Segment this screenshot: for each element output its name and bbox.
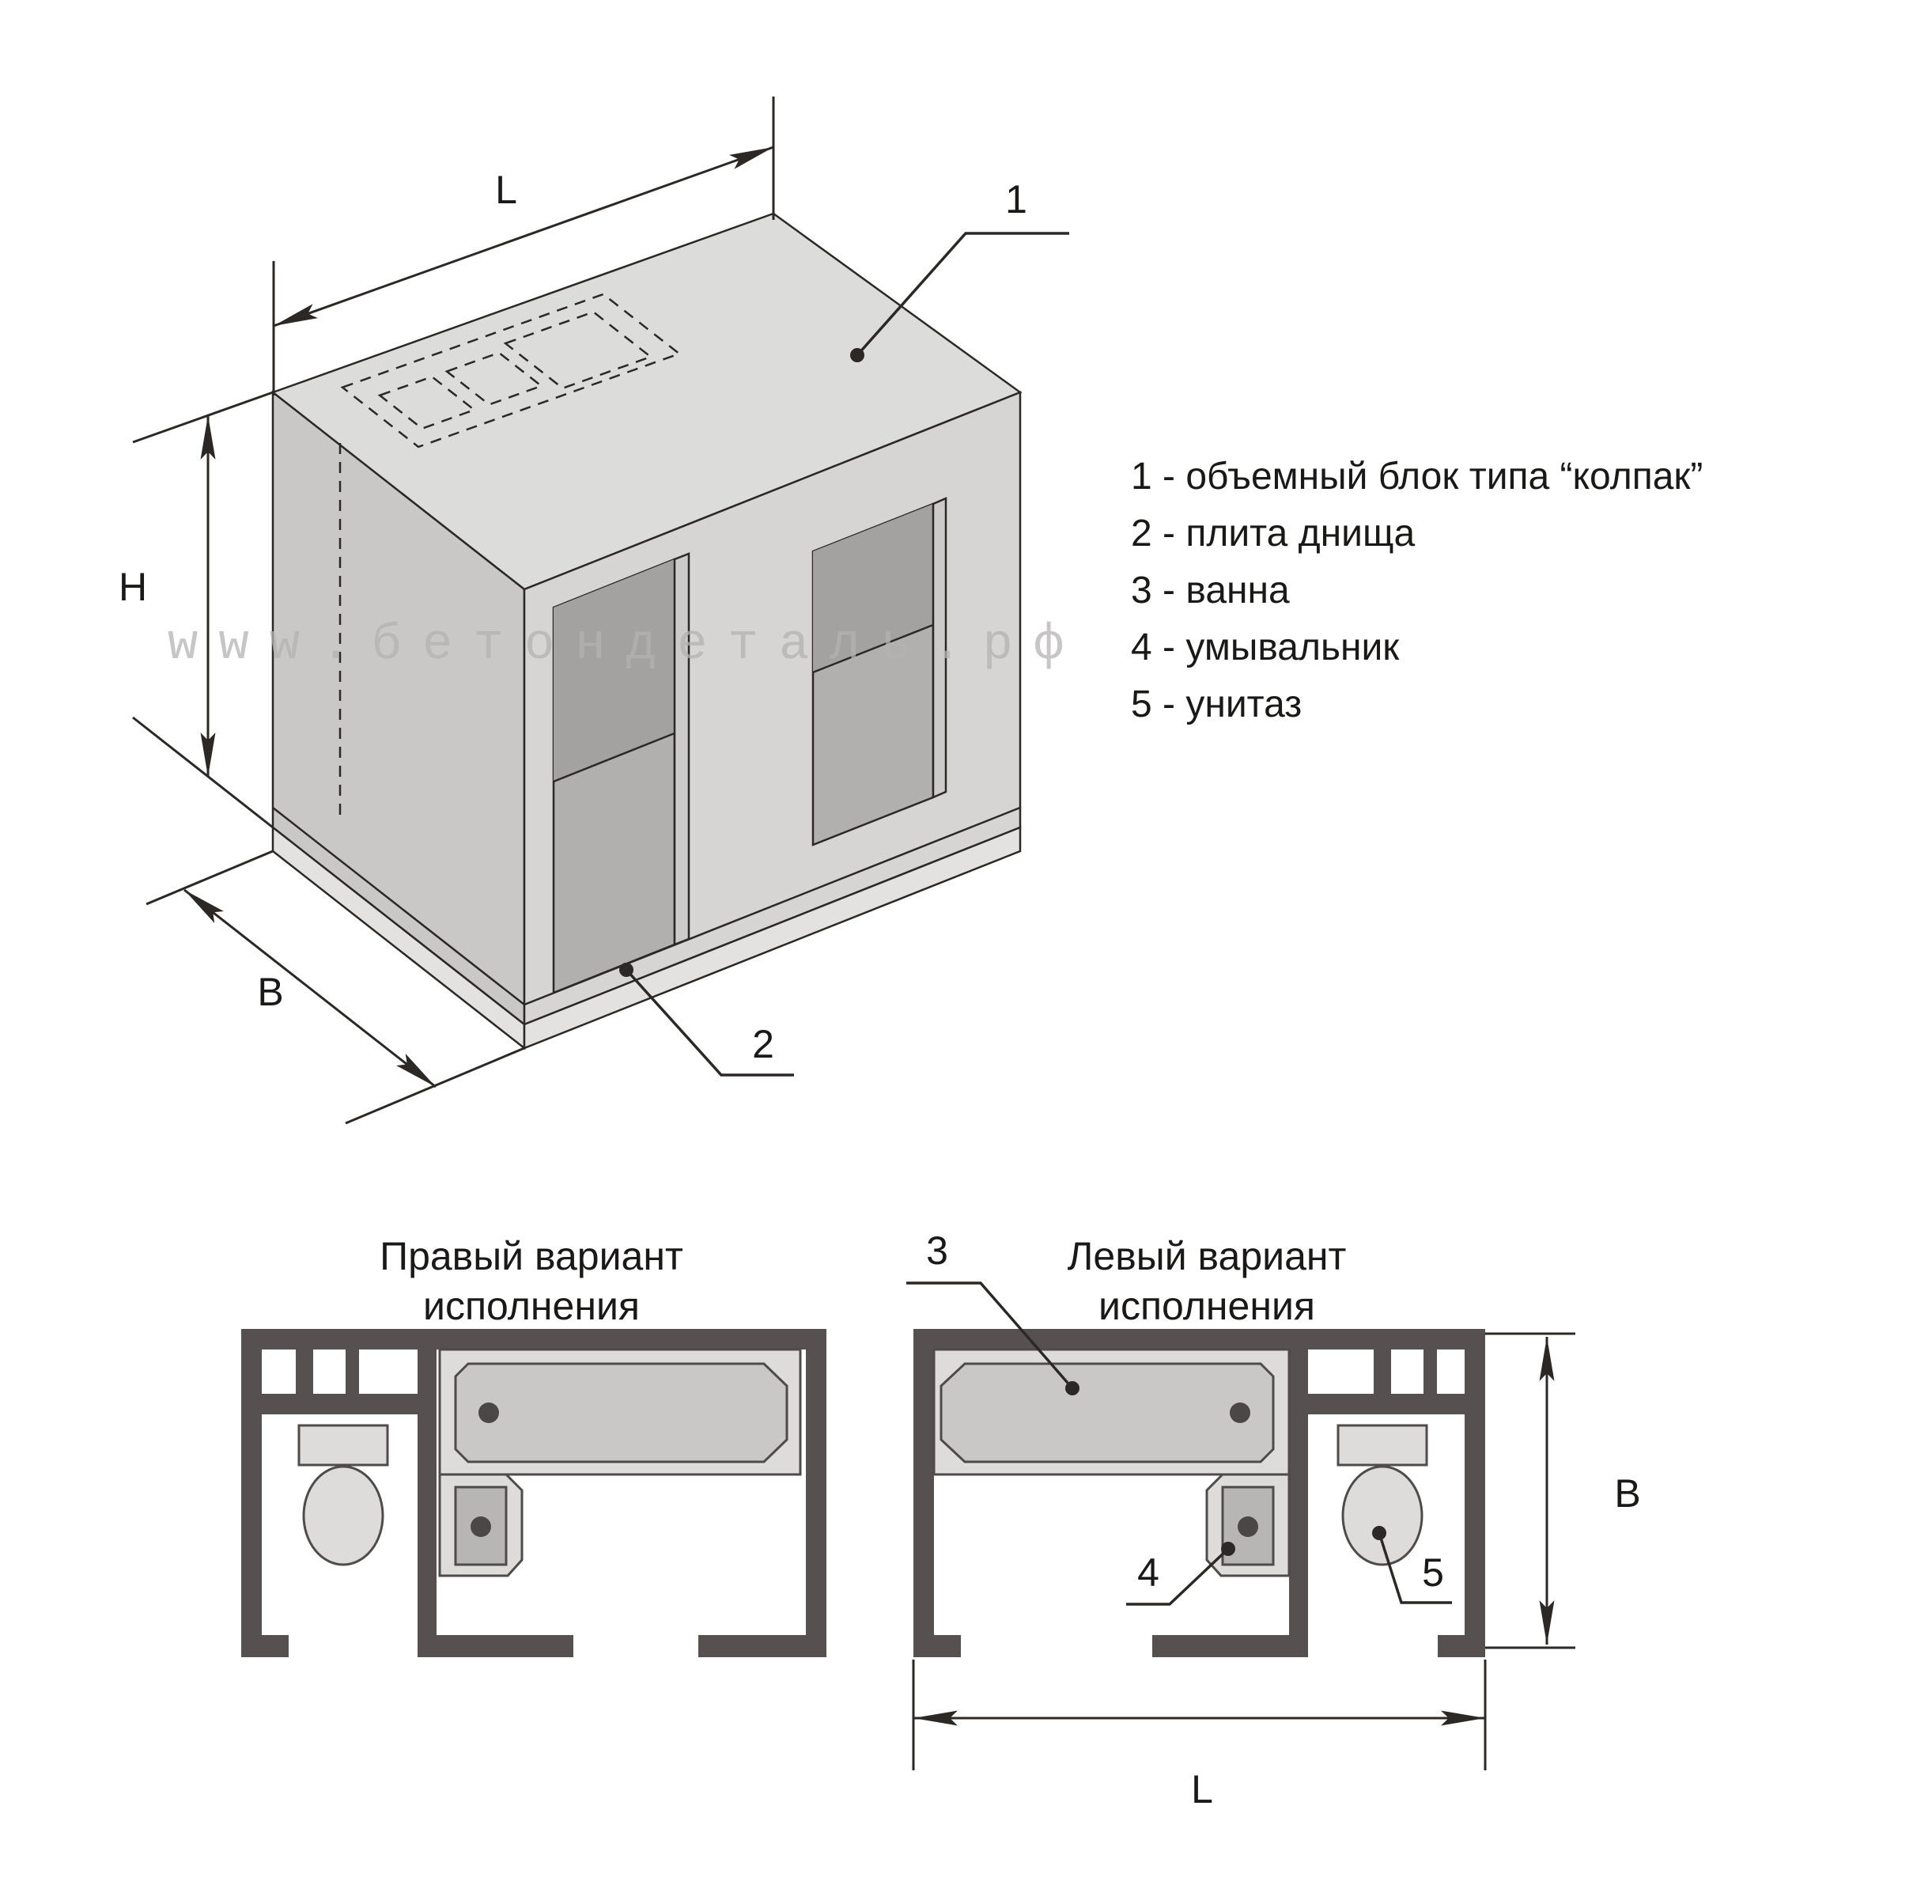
- dim-width-label-plan: B: [1614, 1471, 1641, 1516]
- legend-item-1: 1 - объемный блок типа “колпак”: [1131, 456, 1703, 498]
- washbasin: [1207, 1474, 1289, 1576]
- washbasin: [440, 1474, 522, 1576]
- right-variant-title-line1: Правый вариант: [380, 1234, 683, 1278]
- dim-width-plan: [1485, 1334, 1575, 1648]
- bathtub: [440, 1349, 800, 1474]
- dim-length-label-plan: L: [1191, 1767, 1213, 1811]
- bathtub-drain-dot: [478, 1402, 499, 1423]
- left-variant-title-line2: исполнения: [1098, 1284, 1315, 1328]
- washbasin-drain-dot: [1238, 1516, 1258, 1537]
- site-watermark: www.бетондеталь.рф: [168, 617, 1085, 674]
- callout-label-5: 5: [1422, 1550, 1444, 1595]
- floor-plan-left-variant: [906, 1283, 1575, 1770]
- dim-width-label-iso: B: [257, 970, 284, 1014]
- toilet: [299, 1425, 388, 1565]
- callout-label-1: 1: [1005, 177, 1027, 221]
- legend-item-2: 2 - плита днища: [1131, 513, 1416, 555]
- left-variant-title: [1068, 1232, 1347, 1331]
- floor-plan-right-variant: [241, 1329, 826, 1657]
- washbasin-drain-dot: [471, 1516, 491, 1537]
- callout-label-3: 3: [926, 1228, 948, 1273]
- dim-height-iso: [133, 392, 273, 827]
- parts-legend: [1131, 449, 1703, 733]
- legend-item-5: 5 - унитаз: [1131, 683, 1302, 725]
- bathtub-drain-dot: [1230, 1402, 1250, 1423]
- bathtub: [934, 1349, 1289, 1474]
- callout-label-2: 2: [752, 1022, 774, 1066]
- legend-item-4: 4 - умывальник: [1131, 626, 1400, 668]
- dim-height-label-iso: H: [118, 565, 148, 609]
- right-variant-title: [380, 1232, 683, 1331]
- left-variant-title-line1: Левый вариант: [1067, 1234, 1347, 1278]
- callout-label-4: 4: [1137, 1550, 1159, 1595]
- legend-item-3: 3 - ванна: [1131, 570, 1290, 611]
- right-variant-title-line2: исполнения: [423, 1284, 640, 1328]
- dim-length-plan: [913, 1660, 1485, 1770]
- dim-length-label-iso: L: [495, 168, 517, 212]
